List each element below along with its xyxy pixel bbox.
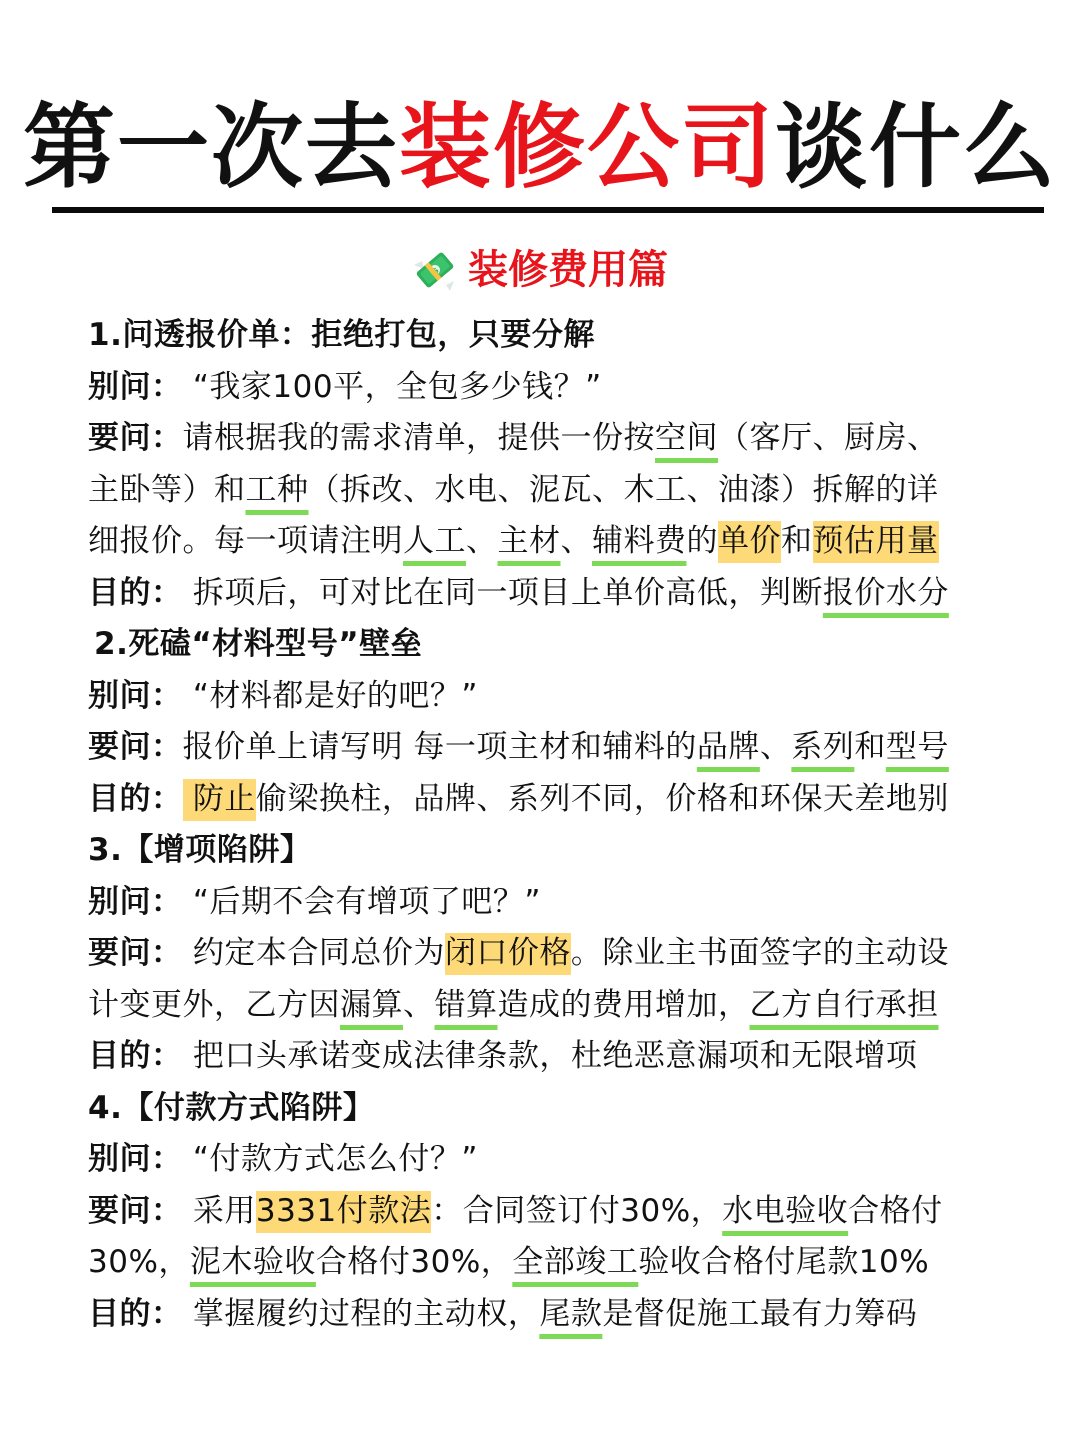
text-line [88,722,1028,774]
green-underline: 品牌 [696,729,760,765]
yellow-highlight: 预估用量 [813,521,939,563]
text-line [88,465,1028,517]
yellow-highlight: 防止 [183,779,256,821]
green-underline: 辅料费 [592,523,687,559]
line-label: 别问： [88,677,183,714]
text-segment: 4.【付款方式陷阱】 [88,1089,375,1126]
text-segment: “后期不会有增项了吧？” [182,883,541,920]
text-segment: 1.问透报价单：拒绝打包，只要分解 [88,317,595,353]
yellow-highlight: 3331付款法 [256,1191,431,1233]
green-underline: 系列 [791,729,855,765]
text-line [88,928,1028,980]
text-segment: 、 [403,986,435,1023]
text-segment: 偷梁换柱，品牌、系列不同，价格和环保天差地别 [255,780,949,817]
text-segment: 掌握履约过程的主动权， [182,1295,540,1332]
text-segment: ：合同签订付30%， [431,1192,723,1229]
line-label: 要问： [88,729,183,765]
text-segment: 合格付30%， [315,1244,513,1280]
line-label: 要问： [88,420,183,456]
green-underline: 乙方自行承担 [749,986,939,1023]
title-prefix: 第一次去 [22,94,399,201]
green-underline: 漏算 [340,986,403,1023]
text-segment: 、 [759,729,792,765]
text-line [88,516,1028,568]
line-label: 目的： [88,1038,183,1074]
yellow-highlight: 单价 [718,521,781,563]
text-segment: 是督促施工最有力筹码 [602,1295,918,1332]
green-underline: 泥木验收 [189,1244,316,1280]
text-segment: 细报价。每一项请注明 [88,523,403,559]
text-segment: 造成的费用增加， [497,986,750,1023]
green-underline: 工种 [245,471,309,508]
section-heading [88,1083,1028,1135]
title-highlight: 装修公司 [398,94,775,201]
line-label: 要问： [88,935,183,971]
text-segment: 请根据我的需求清单，提供一份按 [182,420,655,456]
green-underline: 空间 [655,420,718,456]
title-divider [52,207,1044,213]
text-segment: 和 [781,523,813,559]
line-label: 目的： [88,574,183,611]
section-subtitle [0,240,1080,300]
section-heading [88,310,1028,362]
text-segment: 计变更外，乙方因 [88,986,340,1023]
text-segment: 3.【增项陷阱】 [88,832,312,868]
text-segment: 主卧等）和 [88,471,246,508]
text-line [88,671,1028,723]
text-segment: “材料都是好的吧？” [182,677,478,714]
text-segment: （客厅、厨房、 [718,420,939,456]
page-title [0,88,1080,208]
green-underline: 尾款 [539,1295,603,1332]
yellow-highlight: 闭口价格 [445,933,571,975]
text-segment: 。除业主书面签字的主动设 [570,935,949,971]
text-segment: “付款方式怎么付？” [182,1141,478,1177]
section-heading [88,825,1028,877]
text-line [88,413,1028,465]
text-line [88,1289,1028,1341]
line-label: 别问： [88,1141,183,1177]
green-underline: 全部竣工 [512,1244,639,1280]
text-line [88,1237,1028,1289]
text-segment: 合格付 [848,1192,943,1229]
text-line [88,980,1028,1032]
text-line [88,877,1028,929]
text-segment: （拆改、水电、泥瓦、木工、油漆）拆解的详 [308,471,939,508]
money-with-wings-icon [412,247,458,293]
text-segment: 的 [686,523,718,559]
text-line [88,1134,1028,1186]
text-segment: 采用 [182,1192,256,1229]
text-segment: 约定本合同总价为 [182,935,445,971]
section-heading [88,619,1028,671]
green-underline: 水电验收 [722,1192,849,1229]
text-segment: 和 [854,729,886,765]
line-label: 要问： [88,1192,183,1229]
text-line [88,1186,1028,1238]
text-segment: 、 [560,523,592,559]
line-label: 别问： [88,883,183,920]
text-segment: 、 [466,523,498,559]
text-segment: “我家100平，全包多少钱？” [182,368,602,405]
green-underline: 型号 [885,729,949,765]
content-body [88,310,1028,1340]
subtitle-text: 装修费用篇 [468,247,668,293]
text-segment: 2.死磕“材料型号”壁垒 [94,626,423,662]
line-label: 目的： [88,780,183,817]
text-segment: 把口头承诺变成法律条款，杜绝恶意漏项和无限增项 [182,1038,918,1074]
green-underline: 报价水分 [822,574,949,611]
text-line [88,568,1028,620]
text-line [88,774,1028,826]
title-suffix: 谈什么 [775,94,1058,201]
text-segment: 拆项后，可对比在同一项目上单价高低，判断 [182,574,823,611]
green-underline: 人工 [403,523,466,559]
line-label: 目的： [88,1295,183,1332]
text-segment: 30%， [88,1244,190,1280]
text-segment: 报价单上请写明 每一项主材和辅料的 [182,729,697,765]
green-underline: 主材 [497,523,561,559]
text-line [88,1031,1028,1083]
text-segment: 验收合格付尾款10% [638,1244,930,1280]
text-line [88,362,1028,414]
green-underline: 错算 [434,986,498,1023]
line-label: 别问： [88,368,183,405]
